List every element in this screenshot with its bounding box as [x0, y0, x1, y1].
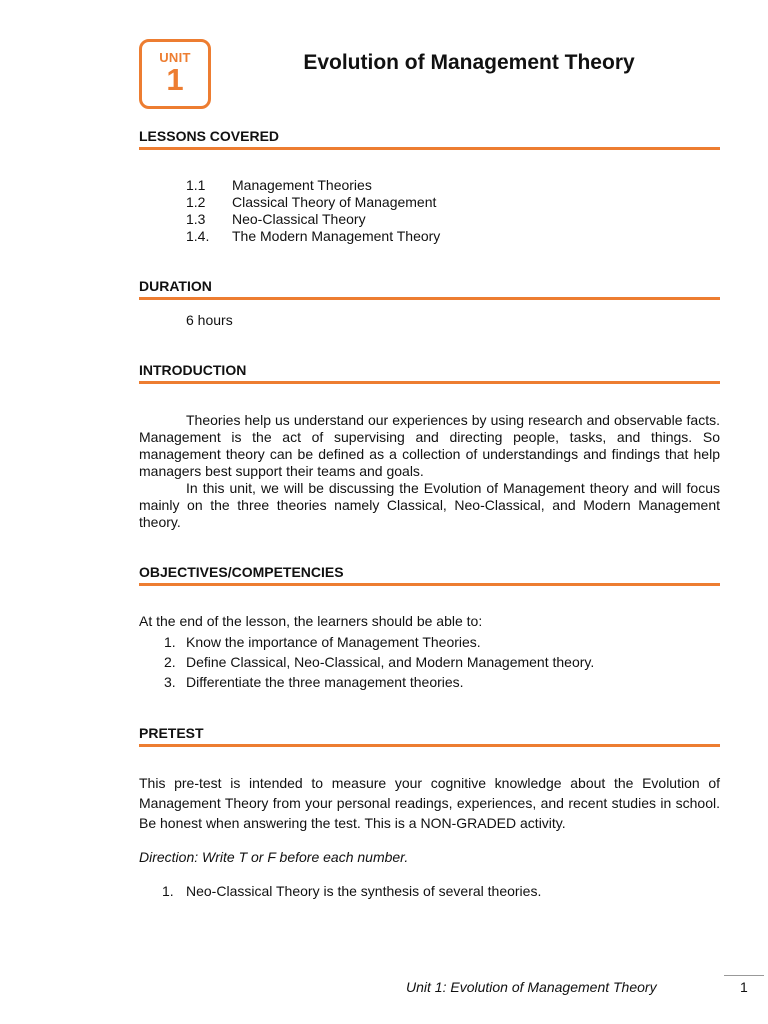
intro-paragraph: In this unit, we will be discussing the Evolution of Management theory and will focus mainly on the three theories namely Classical, Neo-Classical, and Modern Management theory. — [139, 480, 720, 530]
section-divider — [139, 744, 720, 747]
lesson-item — [186, 194, 440, 211]
section-lessons-covered — [139, 128, 720, 150]
footer-divider — [724, 975, 764, 976]
unit-number: 1 — [166, 62, 184, 97]
section-heading: LESSONS COVERED — [139, 128, 280, 144]
objective-number: 2. — [164, 654, 176, 670]
lesson-title: The Modern Management Theory — [232, 228, 441, 244]
objective-item — [139, 672, 594, 692]
pretest-direction: Direction: Write T or F before each number. — [139, 849, 409, 865]
objectives-list — [139, 632, 594, 692]
section-pretest — [139, 725, 720, 747]
objective-number: 1. — [164, 634, 176, 650]
section-divider — [139, 381, 720, 384]
lesson-title: Classical Theory of Management — [232, 194, 437, 210]
lesson-number: 1.4. — [186, 228, 210, 244]
section-duration — [139, 278, 720, 300]
section-heading: OBJECTIVES/COMPETENCIES — [139, 564, 344, 580]
lesson-number: 1.2 — [186, 194, 206, 210]
lesson-item — [186, 228, 440, 245]
section-heading: PRETEST — [139, 725, 204, 741]
lesson-title: Neo-Classical Theory — [232, 211, 366, 227]
unit-badge — [139, 39, 211, 109]
section-objectives — [139, 564, 720, 586]
lessons-list — [186, 177, 440, 245]
footer-title: Unit 1: Evolution of Management Theory — [406, 979, 657, 995]
section-divider — [139, 583, 720, 586]
question-number: 1. — [162, 883, 174, 899]
lesson-item — [186, 211, 440, 228]
question-text: Neo-Classical Theory is the synthesis of several theories. — [186, 883, 542, 899]
pretest-question — [162, 883, 541, 899]
introduction-text — [139, 412, 720, 531]
section-divider — [139, 297, 720, 300]
document-title: Evolution of Management Theory — [303, 51, 635, 74]
objective-text: Differentiate the three management theories. — [186, 674, 464, 690]
objectives-intro: At the end of the lesson, the learners should be able to: — [139, 613, 483, 629]
objective-text: Define Classical, Neo-Classical, and Modern Management theory. — [186, 654, 595, 670]
lesson-number: 1.1 — [186, 177, 206, 193]
objective-text: Know the importance of Management Theories. — [186, 634, 481, 650]
section-heading: DURATION — [139, 278, 212, 294]
objective-item — [139, 632, 594, 652]
unit-label: UNIT — [159, 50, 191, 65]
page-number: 1 — [740, 979, 748, 995]
objective-number: 3. — [164, 674, 176, 690]
lesson-item — [186, 177, 440, 194]
section-divider — [139, 147, 720, 150]
duration-value: 6 hours — [186, 312, 233, 328]
lesson-number: 1.3 — [186, 211, 206, 227]
section-introduction — [139, 362, 720, 384]
objective-item — [139, 652, 594, 672]
pretest-description: This pre-test is intended to measure your cognitive knowledge about the Evolution of Management Theory from your personal readings, experiences, and recent studies in school. Be honest when answering the test. This is a NON-GRADED activity. — [139, 775, 720, 831]
section-heading: INTRODUCTION — [139, 362, 247, 378]
intro-paragraph: Theories help us understand our experiences by using research and observable facts. Management is the act of supervising and directing people, tasks, and things. So management theory can be defined as a collection of understandings and findings that help managers best support their teams and goals. — [139, 412, 720, 479]
lesson-title: Management Theories — [232, 177, 372, 193]
